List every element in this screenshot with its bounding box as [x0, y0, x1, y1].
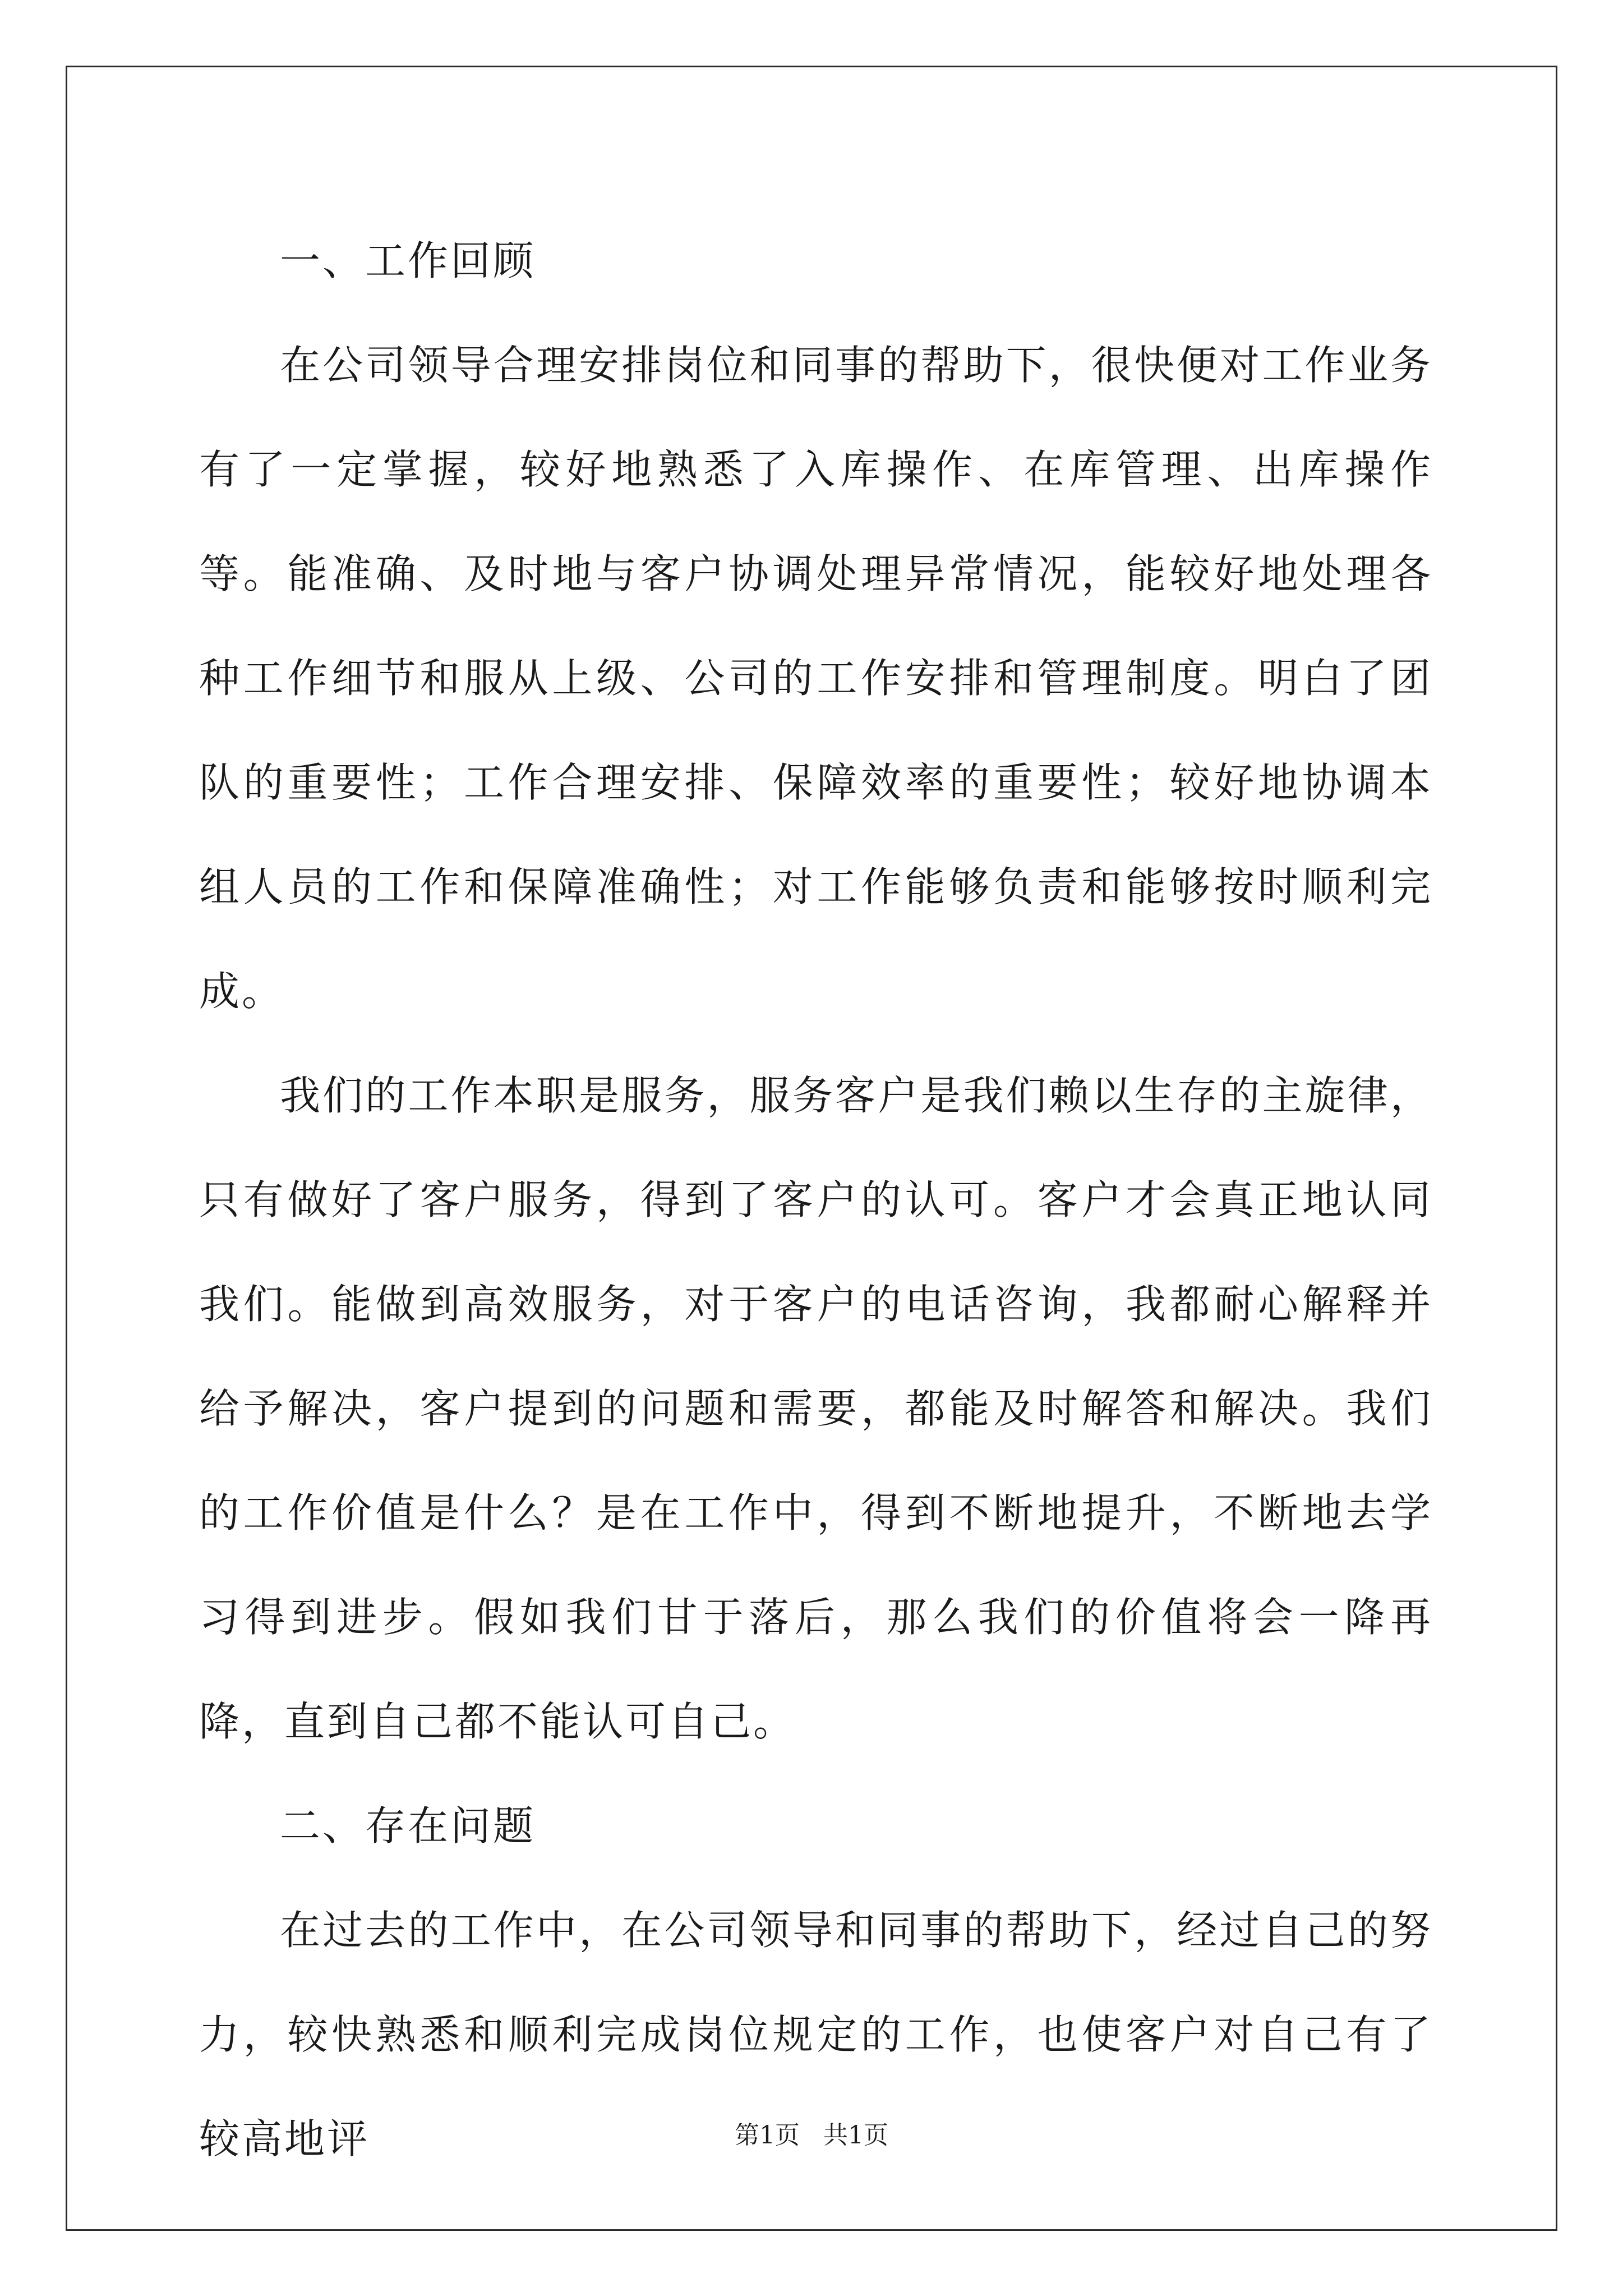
paragraph-problems-1: 在过去的工作中，在公司领导和同事的帮助下，经过自己的努力，较快熟悉和顺利完成岗位规定的工作，也使客户对自己有了较高地评: [199, 1907, 1433, 2162]
document-body: [199, 209, 1433, 2191]
section-heading-review: 一、工作回顾: [280, 237, 536, 284]
section-heading-problems: 二、存在问题: [280, 1802, 536, 1849]
page-number-footer: 第1页 共1页: [735, 2121, 888, 2150]
paragraph-review-1: 在公司领导合理安排岗位和同事的帮助下，很快便对工作业务有了一定掌握，较好地熟悉了入库操作、在库管理、出库操作等。能准确、及时地与客户协调处理异常情况，能较好地处理各种工作细节和服从上级、公司的工作安排和管理制度。明白了团队的重要性；工作合理安排、保障效率的重要性；较好地协调本组人员的工作和保障准确性；对工作能够负责和能够按时顺利完成。: [199, 342, 1433, 1015]
paragraph-review-2: 我们的工作本职是服务，服务客户是我们赖以生存的主旋律，只有做好了客户服务，得到了客户的认可。客户才会真正地认同我们。能做到高效服务，对于客户的电话咨询，我都耐心解释并给予解决，客户提到的问题和需要，都能及时解答和解决。我们的工作价值是什么？是在工作中，得到不断地提升，不断地去学习得到进步。假如我们甘于落后，那么我们的价值将会一降再降，直到自己都不能认可自己。: [199, 1072, 1433, 1745]
